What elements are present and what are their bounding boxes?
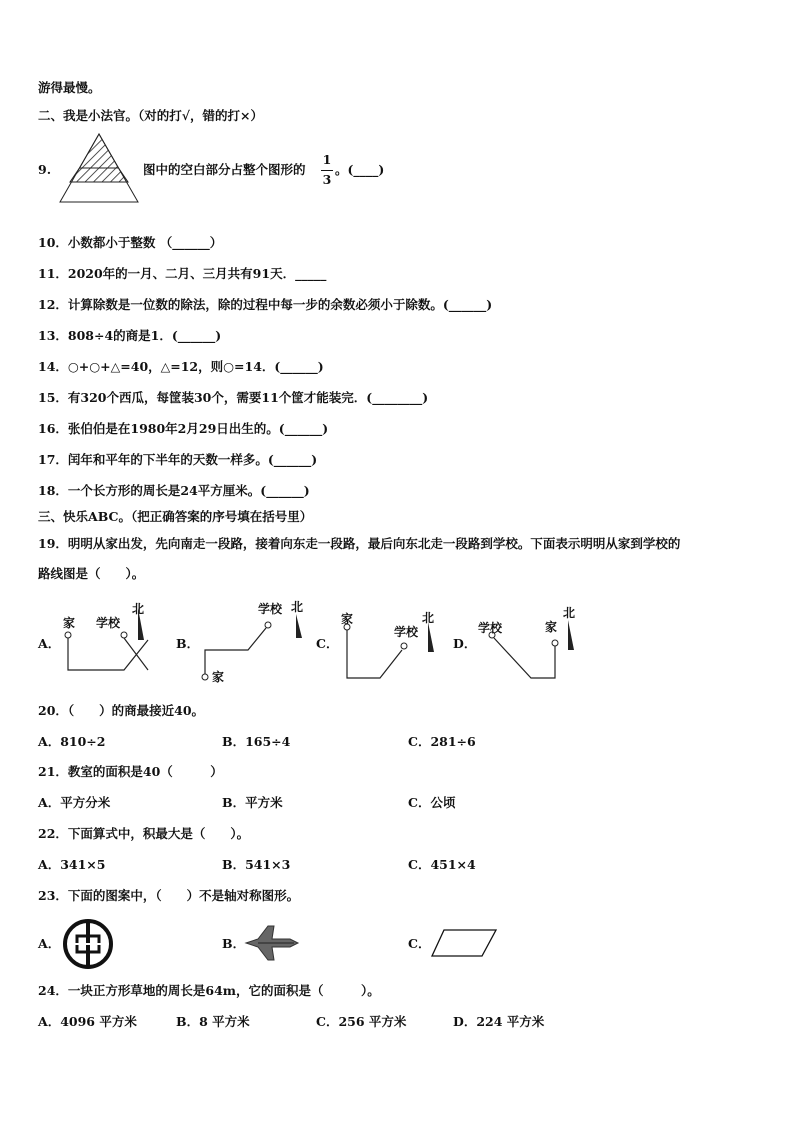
q21: 21．教室的面积是40（ ） — [38, 764, 223, 779]
q18: 18．一个长方形的周长是24平方厘米。(______) — [38, 483, 310, 498]
q19-d-school-label: 学校 — [478, 621, 503, 635]
q19-c-home-label: 家 — [341, 612, 354, 626]
q19-text-line2: 路线图是（ ）。 — [38, 566, 145, 581]
q19-option-d-label: D． — [453, 636, 477, 651]
q21-option-b: B．平方米 — [222, 795, 283, 810]
text-line: 游得最慢。 — [38, 80, 101, 95]
q9-number: 9. — [38, 162, 52, 177]
q19-option-c-label: C． — [316, 636, 339, 651]
q19-a-home-label: 家 — [63, 616, 76, 630]
north-arrow-icon — [296, 614, 302, 638]
q9-triangle-figure — [58, 132, 140, 206]
q11: 11．2020年的一月、二月、三月共有91天．_____ — [38, 266, 327, 281]
q9-text: 图中的空白部分占整个图形的 — [143, 162, 306, 177]
q19-d-north-label: 北 — [563, 606, 576, 620]
q21-option-c: C．公顷 — [408, 795, 456, 810]
q20-option-a: A．810÷2 — [38, 734, 106, 749]
q24-option-b: B．8 平方米 — [176, 1014, 250, 1029]
q23-airplane-figure — [244, 922, 300, 964]
q23-option-c-label: C． — [408, 936, 431, 951]
q24: 24．一块正方形草地的周长是64m，它的面积是（ ）。 — [38, 983, 380, 998]
q15: 15．有320个西瓜，每筐装30个，需要11个筐才能装完．(________) — [38, 390, 429, 405]
section-3-heading: 三、快乐ABC。（把正确答案的序号填在括号里） — [38, 509, 313, 524]
q12: 12．计算除数是一位数的除法，除的过程中每一步的余数必须小于除数。(______) — [38, 297, 493, 312]
north-arrow-icon — [568, 620, 574, 650]
q17: 17．闰年和平年的下半年的天数一样多。(______) — [38, 452, 318, 467]
q23: 23．下面的图案中，（ ）不是轴对称图形。 — [38, 888, 300, 903]
q21-option-a: A．平方分米 — [38, 795, 111, 810]
q23-bank-logo-figure — [62, 918, 114, 970]
q24-option-d: D．224 平方米 — [453, 1014, 545, 1029]
q19-text-line1: 19．明明从家出发，先向南走一段路，接着向东走一段路，最后向东北走一段路到学校。下面表示明明从家到学校的 — [38, 536, 681, 551]
q9-answer-blank: 。(____) — [335, 162, 385, 177]
q19-c-school-label: 学校 — [394, 625, 419, 639]
q22: 22．下面算式中，积最大是（ ）。 — [38, 826, 250, 841]
q19-d-home-label: 家 — [545, 620, 558, 634]
q14: 14．○+○+△=40，△=12，则○=14．(______) — [38, 359, 324, 374]
q19-b-north-label: 北 — [291, 600, 304, 614]
north-arrow-icon — [428, 622, 434, 652]
q13: 13．808÷4的商是1．(______) — [38, 328, 222, 343]
q19-b-home-label: 家 — [212, 670, 225, 684]
q23-option-a-label: A． — [38, 936, 61, 951]
q19-option-a-label: A． — [38, 636, 61, 651]
q20-option-c: C．281÷6 — [408, 734, 476, 749]
q19-a-north-label: 北 — [132, 602, 145, 616]
fraction-bar — [321, 170, 333, 171]
q23-parallelogram-figure — [430, 928, 500, 960]
q19-route-a — [60, 600, 160, 685]
q24-option-a: A．4096 平方米 — [38, 1014, 137, 1029]
q22-option-a: A．341×5 — [38, 857, 106, 872]
q22-option-c: C．451×4 — [408, 857, 476, 872]
q19-c-north-label: 北 — [422, 611, 435, 625]
q20-option-b: B．165÷4 — [222, 734, 291, 749]
section-2-heading: 二、我是小法官。（对的打√，错的打×） — [38, 108, 263, 123]
q22-option-b: B．541×3 — [222, 857, 291, 872]
q19-option-b-label: B． — [176, 636, 200, 651]
q19-a-school-label: 学校 — [96, 616, 121, 630]
q19-b-school-label: 学校 — [258, 602, 283, 616]
fraction-denominator: 3 — [322, 172, 332, 187]
q16: 16．张伯伯是在1980年2月29日出生的。(______) — [38, 421, 329, 436]
q23-option-b-label: B． — [222, 936, 246, 951]
q20: 20．（ ）的商最接近40。 — [38, 703, 205, 718]
q10: 10．小数都小于整数 （______） — [38, 235, 223, 250]
fraction-numerator: 1 — [322, 152, 332, 167]
q24-option-c: C．256 平方米 — [316, 1014, 407, 1029]
